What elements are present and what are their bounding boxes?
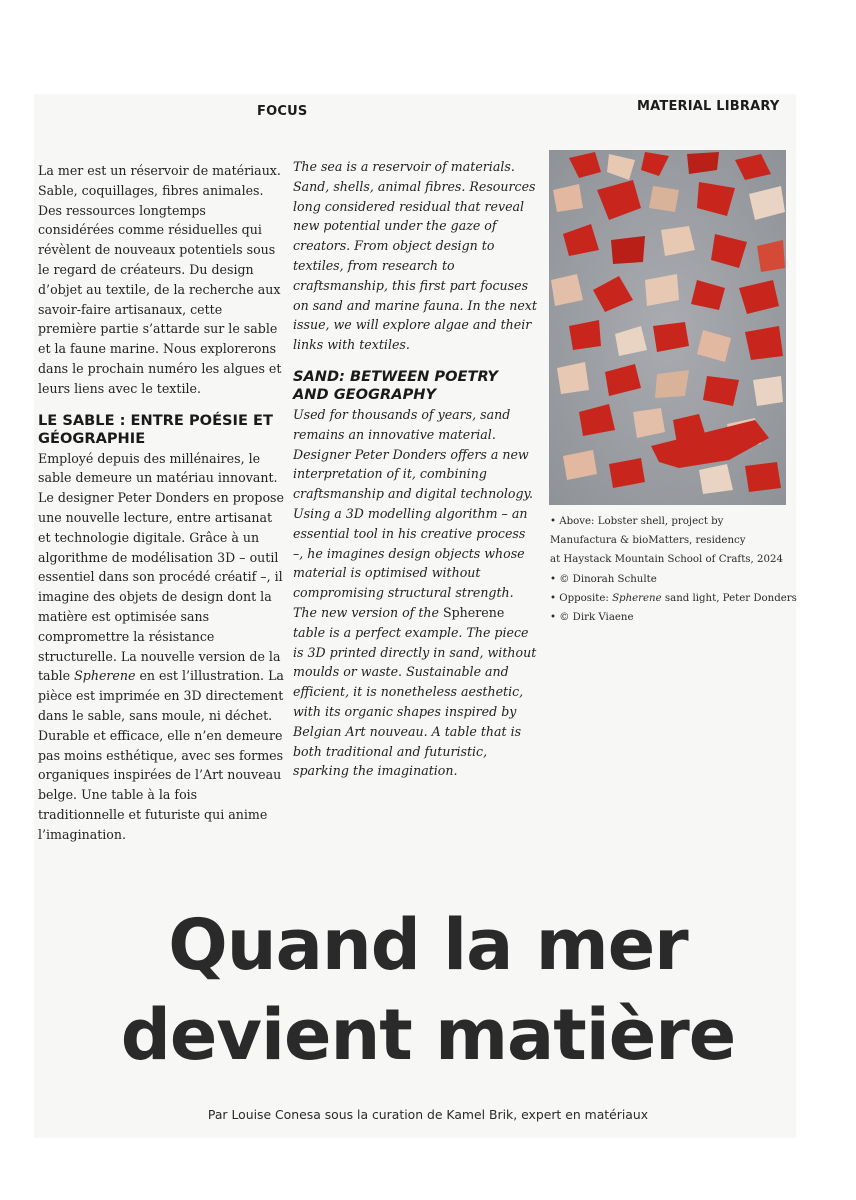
caption-line-5-suffix: sand light, Peter Donders [661,592,797,604]
headline-line-2: devient matière [120,994,736,1076]
caption-line-2: Manufactura & bioMatters, residency [550,535,746,547]
section-label: FOCUS [257,104,308,119]
lobster-shell-image [549,150,786,505]
caption-line-5-prefix: • Opposite: [550,592,613,604]
french-body-b: en est l’illustration. La pièce est imprimée en 3D directement dans le sable, sans moule, ni déchet. Durable et efficace, elle n’en demeure pas moins esthétique, avec ses formes organiques inspirées de l’Art nouveau belge. Une table à la fois traditionnelle et futuriste qui anime l’imagination. [38,668,284,842]
caption-line-4: • © Dinorah Schulte [550,573,657,585]
headline-line-1: Quand la mer [168,904,688,986]
french-body-em: Spherene [74,668,136,684]
french-body [38,449,284,845]
french-column [38,161,284,845]
english-body-b: table is a perfect example. The piece is 3D printed directly in sand, without moulds or waste. Sustainable and efficient, it is nonetheless aesthetic, with its organic shapes inspired by Belgian Art nouveau. A table that is both traditional and futuristic, sparking the imagination. [293,624,537,779]
rubric-label: MATERIAL LIBRARY [637,99,780,114]
caption-line-5 [550,589,797,608]
caption-line-3: at Haystack Mountain School of Crafts, 2024 [550,554,783,566]
english-body [293,405,537,781]
caption-line-1: • Above: Lobster shell, project by [550,516,724,527]
english-column [293,157,537,781]
english-heading: SAND: BETWEEN POETRY AND GEOGRAPHY [293,367,498,403]
byline: Par Louise Conesa sous la curation de Kamel Brik, expert en matériaux [207,1107,649,1122]
photo-caption [550,512,797,627]
french-intro: La mer est un réservoir de matériaux. Sable, coquillages, fibres animales. Des ressources longtemps considérées comme résiduelles qui révèlent de nouveaux potentiels sous le regard de créateurs. Du design d’objet au textile, de la recherche aux savoir-faire artisanaux, cette première partie s’attarde sur le sable et la faune marine. Nous explorerons dans le prochain numéro les algues et leurs liens avec le textile. [38,163,282,396]
french-body-a: Employé depuis des millénaires, le sable demeure un matériau innovant. Le designer Peter Donders en propose une nouvelle lecture, entre artisanat et technologie digitale. Grâce à un algorithme de modélisation 3D – outil essentiel dans son procédé créatif –, il imagine des objets de design dont la matière est optimisée sans compromettre la résistance structurelle. La nouvelle version de la table [38,450,284,684]
english-body-em: Spherene [442,604,505,620]
french-heading: LE SABLE : ENTRE POÉSIE ET GÉOGRAPHIE [38,411,273,447]
lobster-shell-photo [549,150,786,505]
caption-line-5-em: Spherene [612,592,662,604]
caption-line-6: • © Dirk Viaene [550,612,634,624]
english-intro: The sea is a reservoir of materials. Sand, shells, animal fibres. Resources long considered residual that reveal new potential under the gaze of creators. From object design to textiles, from research to craftsmanship, this first part focuses on sand and marine fauna. In the next issue, we will explore algae and their links with textiles. [293,159,537,353]
english-body-a: Used for thousands of years, sand remains an innovative material. Designer Peter Donders offers a new interpretation of it, combining craftsmanship and digital technology. Using a 3D modelling algorithm – an essential tool in his creative process –, he imagines design objects whose material is optimised without compromising structural strength. The new version of the [293,406,533,620]
